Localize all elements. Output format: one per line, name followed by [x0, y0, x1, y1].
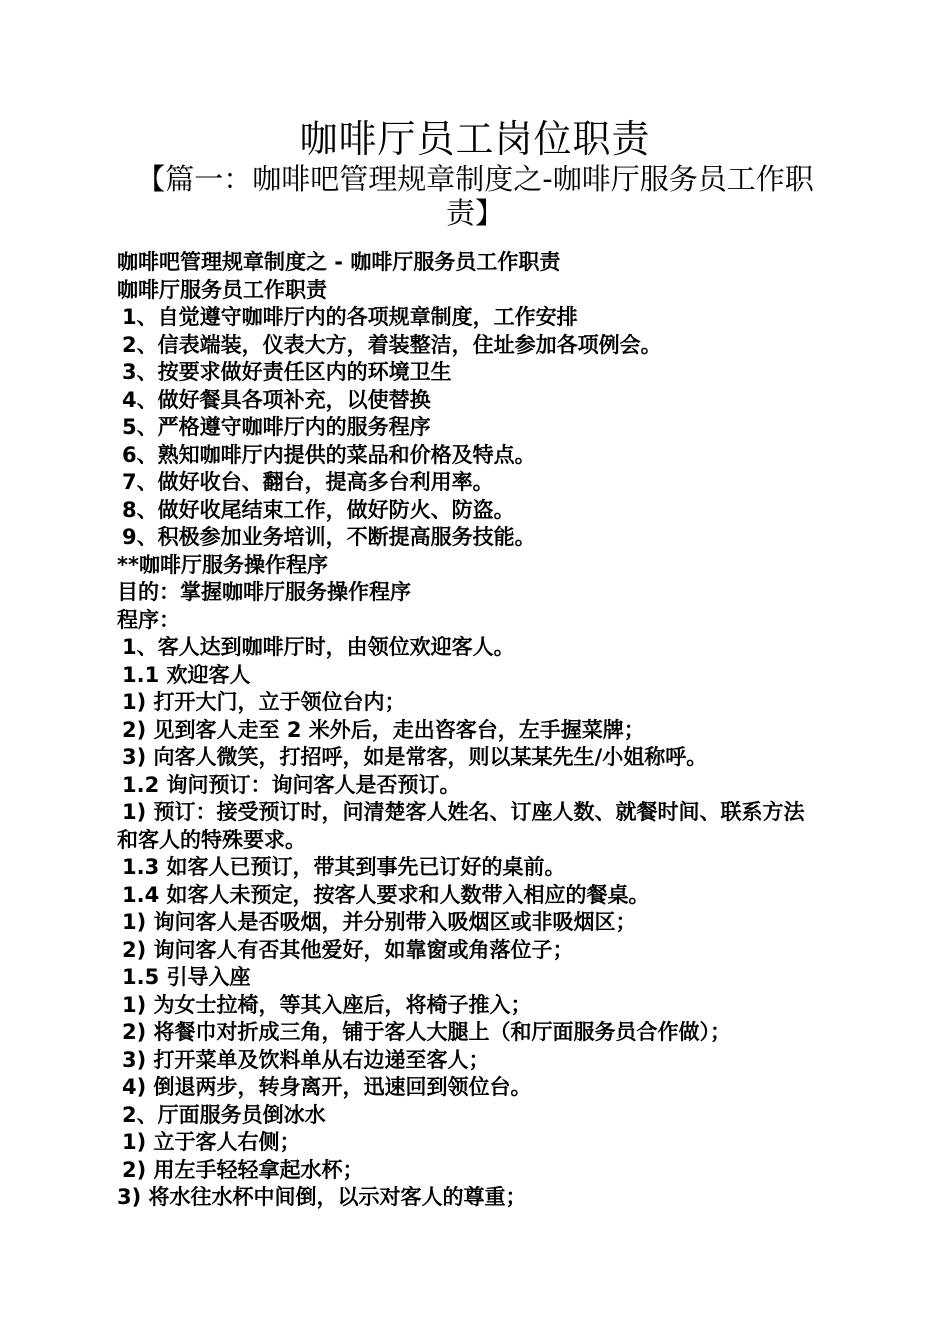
document-body: [117, 249, 837, 1212]
duty-item: 3、按要求做好责任区内的环境卫生: [122, 360, 452, 384]
procedure-item: 1) 询问客人是否吸烟，并分别带入吸烟区或非吸烟区；: [122, 910, 637, 934]
duty-item: 5、严格遵守咖啡厅内的服务程序: [122, 415, 431, 439]
procedure-substep: 1.2 询问预订：询问客人是否预订。: [122, 772, 461, 797]
procedure-item: 1) 打开大门，立于领位台内；: [122, 690, 406, 714]
section-heading: 咖啡吧管理规章制度之 - 咖啡厅服务员工作职责: [117, 250, 561, 274]
procedure-item: [117, 799, 822, 854]
duty-item: 8、做好收尾结束工作，做好防火、防盗。: [122, 497, 515, 522]
procedure-item: 4) 倒退两步，转身离开，迅速回到领位台。: [122, 1075, 532, 1099]
text-line: 目的：掌握咖啡厅服务操作程序: [117, 580, 411, 604]
procedure-item: 1) 立于客人右侧；: [122, 1130, 301, 1154]
procedure-item: 2) 询问客人有否其他爱好，如靠窗或角落位子；: [122, 937, 574, 962]
section-heading: 咖啡厅服务员工作职责: [117, 277, 327, 302]
procedure-substep: 1.4 如客人未预定，按客人要求和人数带入相应的餐桌。: [122, 882, 650, 907]
duty-item: 7、做好收台、翻台，提高多台利用率。: [122, 470, 494, 494]
section-heading: **咖啡厅服务操作程序: [117, 552, 328, 577]
text-line: 程序：: [117, 607, 180, 632]
procedure-item: 3) 打开菜单及饮料单从右边递至客人；: [122, 1047, 490, 1072]
duty-item: 6、熟知咖啡厅内提供的菜品和价格及特点。: [122, 442, 536, 467]
duty-item: 1、自觉遵守咖啡厅内的各项规章制度，工作安排: [122, 305, 578, 329]
procedure-item: 2) 用左手轻轻拿起水杯；: [122, 1157, 364, 1182]
duty-item: 2、信表端装，仪表大方，着装整洁，住址参加各项例会。: [122, 332, 662, 357]
procedure-item: 3) 向客人微笑，打招呼，如是常客，则以某某先生/小姐称呼。: [122, 745, 708, 769]
procedure-item: 3) 将水往水杯中间倒，以示对客人的尊重；: [117, 1185, 527, 1209]
procedure-step: 1、客人达到咖啡厅时，由领位欢迎客人。: [122, 635, 515, 659]
duty-item: 9、积极参加业务培训，不断提高服务技能。: [122, 525, 536, 549]
procedure-item: 1) 为女士拉椅，等其入座后，将椅子推入；: [122, 992, 532, 1017]
document-title: 咖啡厅员工岗位职责: [299, 117, 651, 161]
procedure-item-text: 1) 预订：接受预订时，问清楚客人姓名、订座人数、就餐时间、联系方法和客人的特殊要求。: [117, 800, 805, 852]
document-subtitle: 【篇一：咖啡吧管理规章制度之-咖啡厅服务员工作职责】: [136, 162, 814, 230]
procedure-substep: 1.5 引导入座: [122, 965, 251, 989]
procedure-substep: 1.3 如客人已预订，带其到事先已订好的桌前。: [122, 855, 566, 879]
duty-item: 4、做好餐具各项补充，以使替换: [122, 387, 431, 412]
procedure-item: 2) 见到客人走至 2 米外后，走出咨客台，左手握菜牌；: [122, 717, 645, 742]
procedure-substep: 1.1 欢迎客人: [122, 662, 251, 687]
procedure-item: 2) 将餐巾对折成三角，铺于客人大腿上（和厅面服务员合作做）；: [122, 1020, 732, 1044]
procedure-step: 2、厅面服务员倒冰水: [122, 1102, 326, 1127]
